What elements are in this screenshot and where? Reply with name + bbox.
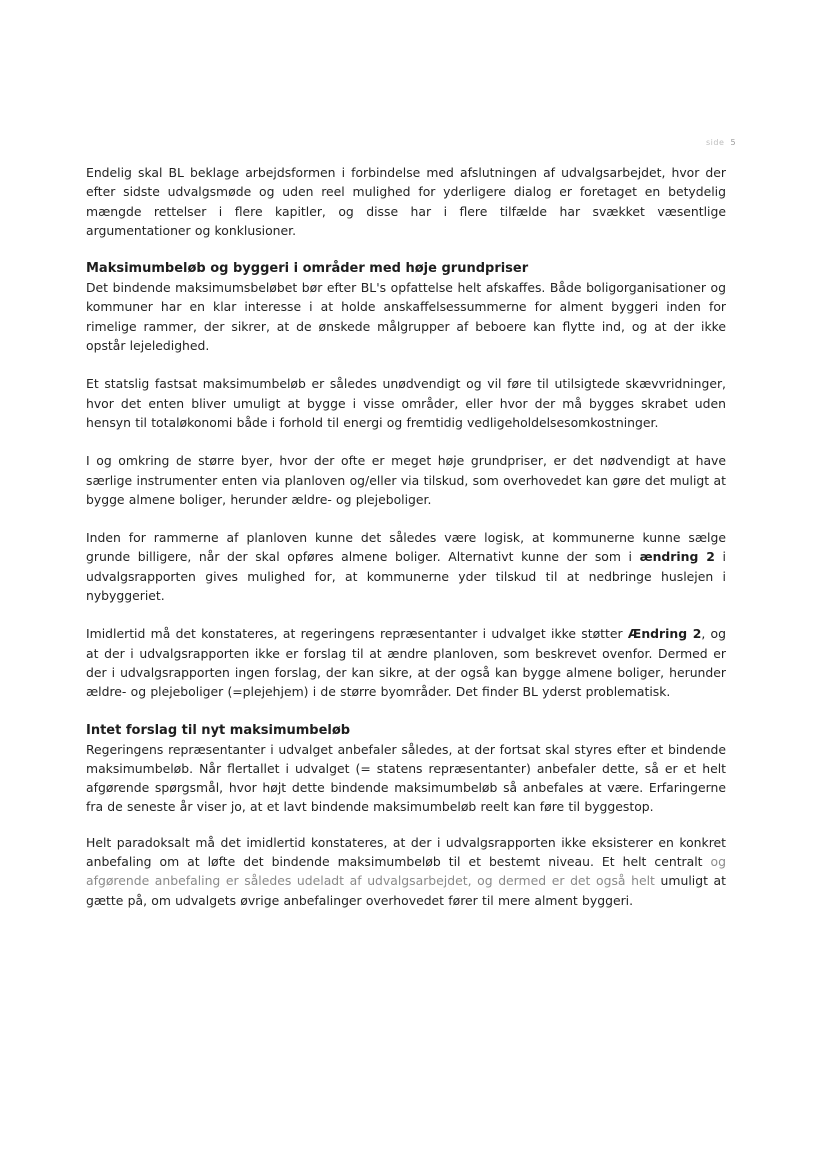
paragraph-paradox-text-1: Helt paradoksalt må det imidlertid konstateres, at der i udvalgsrapporten ikke eksisterer en konkret anbefaling om at løfte det bindende maksimumbeløb til et bestemt niveau. Et helt centralt: [86, 834, 726, 870]
paragraph-planning-act-text-1: Inden for rammerne af planloven kunne det således være logisk, at kommunerne kunne sælge grunde billigere, når der skal opføres almene boliger. Alternativt kunne der som i: [86, 530, 726, 565]
amendment-2-reference: ændring 2: [639, 549, 715, 565]
paragraph-larger-cities: I og omkring de større byer, hvor der ofte er meget høje grundpriser, er det nødvendigt at have særlige instrumenter enten via planloven og/eller via tilskud, som overhovedet kan gøre det muligt at bygge almene boliger, herunder ældre- og plejeboliger.: [86, 453, 726, 507]
paragraph-paradox: [86, 833, 726, 910]
paragraph-government-position: [86, 624, 726, 701]
paragraph-planning-act-text-2: i udvalgsrapporten gives mulighed for, at kommunerne yder tilskud til at nedbringe huslejen i nybyggeriet.: [86, 549, 726, 604]
paragraph-planning-act: [86, 528, 726, 605]
paragraph-work-method: Endelig skal BL beklage arbejdsformen i forbindelse med afslutningen af udvalgsarbejdet, hvor der efter sidste udvalgsmøde og uden reel mulighed for yderligere dialog er foretaget en betydelig mængde rettelser i flere kapitler, og disse har i flere tilfælde har svækket væsentlige argumentationer og konklusioner.: [86, 165, 726, 238]
document-body: [86, 163, 726, 929]
paragraph-government-position-text-2: , og at der i udvalgsrapporten ikke er forslag til at ændre planloven, som beskrevet ovenfor. Dermed er der i udvalgsrapporten ingen forslag, der kan sikre, at der også kan bygge almene boliger, herunder ældre- og plejeboliger (=plejehjem) i de større byområder. Det finder BL yderst problematisk.: [86, 626, 726, 700]
amendment-2-reference-capitalized: Ændring 2: [627, 626, 702, 642]
paragraph-paradox-text-2: umuligt at gætte på, om udvalgets øvrige anbefalinger overhovedet fører til mere alment byggeri.: [86, 873, 726, 908]
paragraph-state-max-amount: Et statslig fastsat maksimumbeløb er således unødvendigt og vil føre til utilsigtede skævvridninger, hvor det enten bliver umuligt at bygge i visse områder, eller hvor der må bygges skrabet uden hensyn til totaløkonomi både i forhold til energi og fremtidig vedligeholdelsesomkostninger.: [86, 376, 726, 430]
paragraph-binding-max-amount: Regeringens repræsentanter i udvalget anbefaler således, at der fortsat skal styres efter et bindende maksimumbeløb. Når flertallet i udvalget (= statens repræsentanter) anbefaler dette, så er et helt afgørende spørgsmål, hvor højt dette bindende maksimumbeløb så anbefales at være. Erfaringerne fra de seneste år viser jo, at et lavt bindende maksimumbeløb reelt kan føre til byggestop.: [86, 741, 726, 815]
paragraph-paradox-faded-text: og afgørende anbefaling er således udeladt af udvalgsarbejdet, og dermed er det også helt: [86, 854, 726, 889]
page-number: [706, 138, 736, 147]
section-heading-max-amount-high-land-prices: Maksimumbeløb og byggeri i områder med høje grundpriser: [86, 261, 529, 277]
page-number-label: side: [706, 138, 725, 147]
paragraph-government-position-text-1: Imidlertid må det konstateres, at regeringens repræsentanter i udvalget ikke støtter: [86, 626, 628, 642]
page-number-value: 5: [730, 138, 737, 147]
paragraph-abolish-max-amount: Det bindende maksimumsbeløbet bør efter BL's opfattelse helt afskaffes. Både boligorganisationer og kommuner har en klar interesse i at holde anskaffelsessummerne for alment byggeri inden for rimelige rammer, der sikrer, at de ønskede målgrupper af beboere kan flytte ind, og at der ikke opstår lejeledighed.: [86, 280, 726, 354]
section-heading-no-new-max-amount: Intet forslag til nyt maksimumbeløb: [86, 722, 351, 738]
